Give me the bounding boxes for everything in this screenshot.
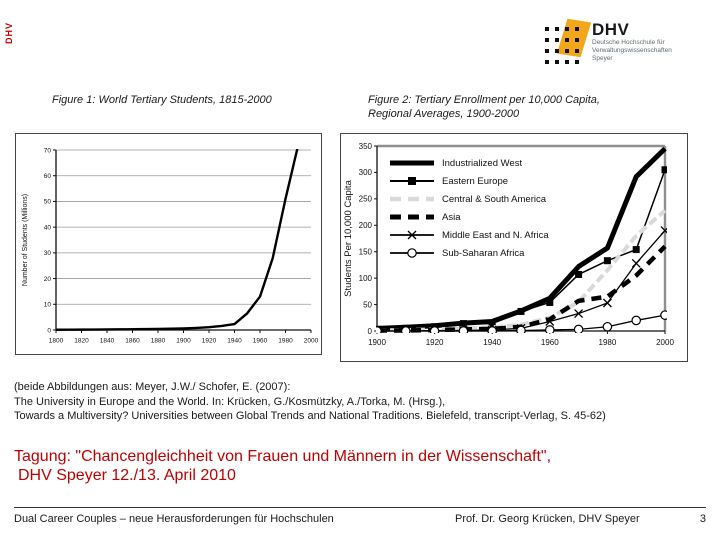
svg-text:1800: 1800: [48, 337, 64, 345]
svg-text:200: 200: [358, 221, 372, 231]
svg-text:250: 250: [358, 194, 372, 204]
legend-label: Middle East and N. Africa: [442, 229, 549, 241]
svg-text:70: 70: [43, 147, 51, 155]
svg-text:50: 50: [363, 300, 372, 310]
footer-presentation-title: Dual Career Couples – neue Herausforderungen für Hochschulen: [14, 513, 334, 525]
citation-block: [14, 380, 606, 424]
svg-text:350: 350: [358, 141, 372, 151]
svg-text:100: 100: [358, 273, 372, 283]
legend-entry: [389, 154, 549, 172]
square-marker-sample-icon: [389, 174, 437, 188]
svg-text:150: 150: [358, 247, 372, 257]
svg-text:1880: 1880: [150, 337, 166, 345]
svg-text:1960: 1960: [540, 338, 559, 347]
svg-text:300: 300: [358, 168, 372, 178]
line-sample-icon: [389, 192, 437, 206]
svg-text:1840: 1840: [99, 337, 115, 345]
logo-square: [555, 49, 559, 53]
svg-text:1940: 1940: [483, 338, 502, 347]
citation-line3: Towards a Multiversity? Universities between Global Trends and National Traditions. Bielefeld, transcript-Verlag, S. 45-62): [14, 410, 606, 422]
svg-text:30: 30: [43, 250, 51, 258]
svg-text:1820: 1820: [74, 337, 89, 345]
announcement-block: [14, 447, 551, 485]
gridlines: [56, 150, 311, 304]
svg-text:0: 0: [47, 327, 51, 335]
series-world-tertiary-students: [56, 134, 311, 330]
svg-text:2000: 2000: [656, 338, 674, 347]
logo-subtitle-3: Speyer: [592, 55, 613, 62]
y-axis-ticks: [44, 147, 56, 334]
logo-subtitle-2: Verwaltungswissenschaften: [592, 47, 672, 54]
legend-label: Eastern Europe: [442, 175, 509, 187]
logo-square: [545, 49, 549, 53]
y-axis-ticks: [359, 142, 377, 336]
citation-line2: The University in Europe and the World. In: Krücken, G./Kosmützky, A./Torka, M. (Hrsg.),: [14, 395, 446, 408]
svg-text:60: 60: [43, 172, 51, 180]
logo-square: [555, 60, 559, 64]
svg-text:1940: 1940: [227, 337, 242, 345]
svg-text:2000: 2000: [303, 337, 319, 345]
logo-square: [575, 60, 579, 64]
logo-square: [565, 38, 569, 42]
legend-entry: [389, 190, 549, 208]
axes: [56, 150, 311, 330]
logo-square: [565, 49, 569, 53]
logo-square: [545, 38, 549, 42]
svg-text:1980: 1980: [598, 338, 617, 347]
svg-text:1900: 1900: [176, 337, 191, 345]
legend-entry: [389, 172, 549, 190]
legend-entry: [389, 226, 549, 244]
legend-entry: [389, 244, 549, 262]
announcement-line2: DHV Speyer 12./13. April 2010: [18, 467, 236, 484]
x-axis-ticks: [49, 330, 319, 345]
logo-square: [575, 49, 579, 53]
logo-square: [575, 38, 579, 42]
side-vertical-label: DHV: [4, 22, 14, 45]
svg-text:1920: 1920: [201, 337, 217, 345]
legend-entry: [389, 208, 549, 226]
logo-square: [545, 27, 549, 31]
figure2-title: [368, 93, 600, 121]
circle-marker-sample-icon: [389, 246, 437, 260]
svg-text:1860: 1860: [125, 337, 140, 345]
figure2-title-line1: Figure 2: Tertiary Enrollment per 10,000 Capita,: [368, 94, 600, 106]
citation-line1: (beide Abbildungen aus: Meyer, J.W./ Schofer, E. (2007):: [14, 381, 291, 393]
logo-title: DHV: [592, 20, 630, 39]
logo-square: [565, 27, 569, 31]
line-sample-icon: [389, 156, 437, 170]
svg-text:50: 50: [43, 198, 51, 206]
figure1-chart: [16, 134, 321, 354]
svg-text:1920: 1920: [425, 338, 444, 347]
svg-text:10: 10: [43, 301, 51, 309]
svg-text:1980: 1980: [278, 337, 293, 345]
logo-subtitle-1: Deutsche Hochschule für: [592, 39, 665, 46]
y-axis-label: Number of Students (Millions): [22, 193, 29, 287]
svg-text:0: 0: [367, 326, 372, 336]
x-axis-ticks: [368, 331, 674, 347]
announcement-line1: Tagung: "Chancengleichheit von Frauen und Männern in der Wissenschaft",: [14, 448, 552, 465]
svg-text:20: 20: [43, 275, 51, 283]
logo-text: [592, 21, 672, 63]
line-sample-icon: [389, 210, 437, 224]
logo-square: [555, 38, 559, 42]
svg-text:40: 40: [43, 224, 51, 232]
footer-divider: [14, 507, 706, 508]
legend-label: Asia: [442, 211, 461, 223]
logo-square: [575, 27, 579, 31]
logo-square: [545, 60, 549, 64]
svg-text:1900: 1900: [368, 338, 386, 347]
svg-text:1960: 1960: [252, 337, 268, 345]
legend-label: Sub-Saharan Africa: [442, 247, 525, 259]
figure2-legend: [389, 154, 549, 262]
legend-label: Central & South America: [442, 193, 547, 205]
logo-square: [555, 27, 559, 31]
dhv-logo: [540, 20, 712, 78]
figure2-panel: [340, 133, 688, 362]
y-axis-label: Students Per 10,000 Capita: [343, 180, 354, 297]
figure1-title: Figure 1: World Tertiary Students, 1815-2000: [52, 94, 272, 106]
logo-squares-icon: [545, 27, 579, 64]
footer-author: Prof. Dr. Georg Krücken, DHV Speyer: [455, 513, 640, 525]
figure1-panel: [15, 133, 322, 355]
figure2-title-line2: Regional Averages, 1900-2000: [368, 108, 520, 120]
logo-square: [565, 60, 569, 64]
page-number: 3: [699, 513, 706, 525]
legend-label: Industrialized West: [442, 157, 523, 169]
x-marker-sample-icon: [389, 228, 437, 242]
